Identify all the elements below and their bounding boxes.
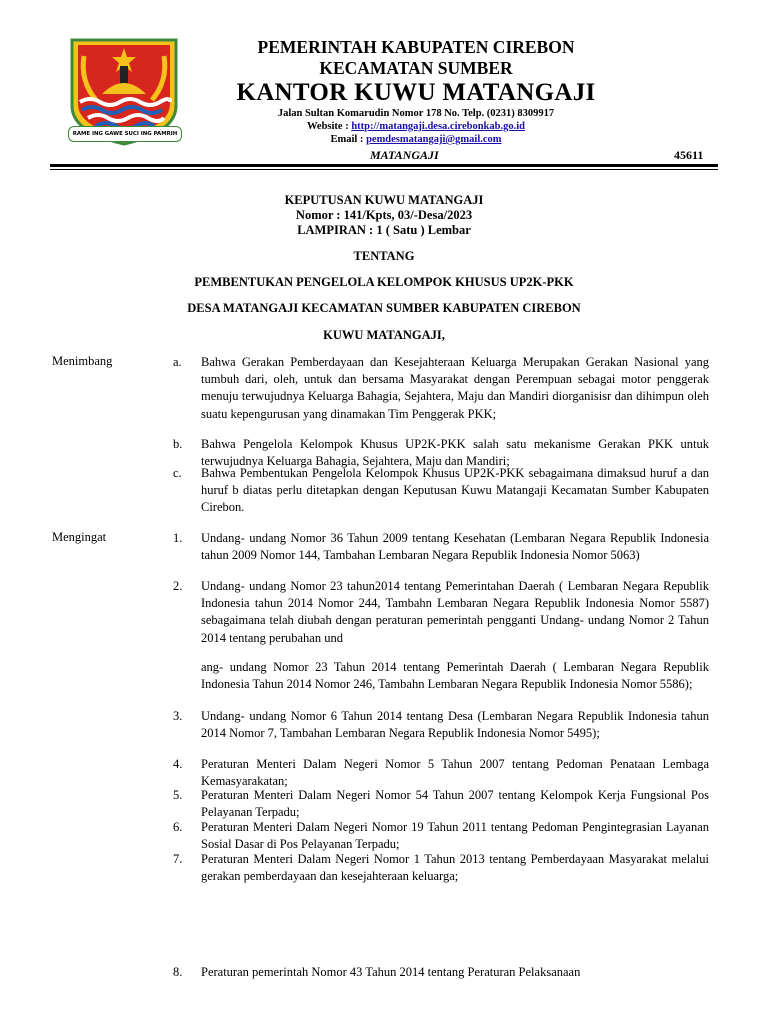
decree-number: Nomor : 141/Kpts, 03/-Desa/2023: [295, 208, 473, 222]
item-text: Peraturan Menteri Dalam Negeri Nomor 54 Tahun 2007 tentang Kelompok Kerja Fungsional Pos Pelayanan Terpadu;: [201, 788, 709, 820]
item-marker: 4.: [173, 757, 183, 771]
email-label: Email :: [330, 134, 367, 145]
item-text: Peraturan Menteri Dalam Negeri Nomor 5 Tahun 2007 tentang Pedoman Penataan Lembaga Kemasyarakatan;: [201, 757, 709, 789]
header-village-name: MATANGAJI: [370, 148, 439, 162]
item-marker: 8.: [173, 965, 183, 979]
website-link[interactable]: http://matangaji.desa.cirebonkab.go.id: [351, 121, 525, 132]
decree-subject-2: DESA MATANGAJI KECAMATAN SUMBER KABUPATEN CIREBON: [187, 301, 581, 315]
website-label: Website :: [307, 121, 352, 132]
decree-subject-1: PEMBENTUKAN PENGELOLA KELOMPOK KHUSUS UP2K-PKK: [194, 275, 574, 289]
decree-attachment: LAMPIRAN : 1 ( Satu ) Lembar: [297, 223, 471, 237]
decree-title: KEPUTUSAN KUWU MATANGAJI: [284, 193, 484, 207]
item-text: Undang- undang Nomor 6 Tahun 2014 tentang Desa (Lembaran Negara Republik Indonesia tahun 2014 Nomor 7, Tambahan Lembaran Negara Republik Indonesia Nomor 5495);: [201, 709, 709, 741]
email-link[interactable]: pemdesmatangaji@gmail.com: [366, 134, 502, 145]
item-marker: 7.: [173, 852, 183, 866]
menimbang-label: Menimbang: [52, 354, 113, 368]
mengingat-label: Mengingat: [52, 530, 107, 544]
letterhead-rule-thin: [50, 169, 718, 170]
item-text: Bahwa Pembentukan Pengelola Kelompok Khusus UP2K-PKK sebagaimana dimaksud huruf a dan huruf b diatas perlu ditetapkan dengan Keputusan Kuwu Matangaji Kecamatan Sumber Kabupaten Cirebon.: [201, 466, 709, 515]
item-text: Bahwa Pengelola Kelompok Khusus UP2K-PKK salah satu mekanisme Gerakan PKK untuk terwujudnya Keluarga Bahagia, Sejahtera, Maju dan Mandiri;: [201, 437, 709, 469]
item-marker: 1.: [173, 531, 183, 545]
item-text: Peraturan Menteri Dalam Negeri Nomor 1 Tahun 2013 tentang Pemberdayaan Masyarakat melalui gerakan pemberdayaan dan kesejahteraan keluarga;: [201, 852, 709, 884]
item-marker: 6.: [173, 820, 183, 834]
item-marker: b.: [173, 437, 183, 451]
decree-about: TENTANG: [353, 249, 415, 263]
header-website-line: [234, 121, 598, 132]
item-text: ang- undang Nomor 23 Tahun 2014 tentang Pemerintah Daerah ( Lembaran Negara Republik Indonesia Tahun 2014 Nomor 246, Tambahn Lembaran Negara Republik Indonesia Nomor 5586);: [201, 660, 709, 692]
logo-motto-ribbon: RAME ING GAWE SUCI ING PAMRIH: [68, 126, 182, 142]
item-marker: 2.: [173, 579, 183, 593]
header-address: Jalan Sultan Komarudin Nomor 178 No. Telp. (0231) 8309917: [277, 108, 555, 119]
header-office: KANTOR KUWU MATANGAJI: [236, 79, 596, 106]
item-marker: 5.: [173, 788, 183, 802]
item-marker: 3.: [173, 709, 183, 723]
item-text: Peraturan Menteri Dalam Negeri Nomor 19 Tahun 2011 tentang Pedoman Pengintegrasian Layanan Sosial Dasar di Pos Pelayanan Terpadu;: [201, 820, 709, 852]
item-text: Bahwa Gerakan Pemberdayaan dan Kesejahteraan Keluarga Merupakan Gerakan Nasional yang tumbuh dari, oleh, untuk dan bersama Masyarakat dengan Perempuan sebagai motor penggerak menuju terwujudnya Keluarga Bahagia, Sejahtera, Maju dan Mandiri diorganisisr dan dihimpun oleh suatu kepengurusan yang dinamakan Tim Penggerak PKK;: [201, 355, 709, 421]
item-marker: a.: [173, 355, 182, 369]
header-government: PEMERINTAH KABUPATEN CIREBON: [257, 37, 575, 57]
header-email-line: [234, 134, 598, 145]
header-postal-code: 45611: [674, 148, 704, 162]
header-district: KECAMATAN SUMBER: [319, 58, 513, 78]
item-text: Undang- undang Nomor 23 tahun2014 tentang Pemerintahan Daerah ( Lembaran Negara Republik Indonesia tahun 2014 Nomor 244, Tambahn Lembaran Negara Republik Indonesia Nomor 5587) sebagaimana telah diubah dengan peraturan pemerintah pengganti Undang- undang Nomor 2 Tahun 2014 tentang perubahan und: [201, 579, 709, 645]
decree-issuer: KUWU MATANGAJI,: [323, 328, 445, 342]
regency-logo: [66, 36, 182, 148]
item-marker: c.: [173, 466, 182, 480]
item-text: Peraturan pemerintah Nomor 43 Tahun 2014 tentang Peraturan Pelaksanaan: [201, 965, 581, 979]
letterhead-rule-thick: [50, 164, 718, 167]
item-text: Undang- undang Nomor 36 Tahun 2009 tentang Kesehatan (Lembaran Negara Republik Indonesia tahun 2009 Nomor 144, Tambahan Lembaran Negara Republik Indonesia Nomor 5063): [201, 531, 709, 563]
